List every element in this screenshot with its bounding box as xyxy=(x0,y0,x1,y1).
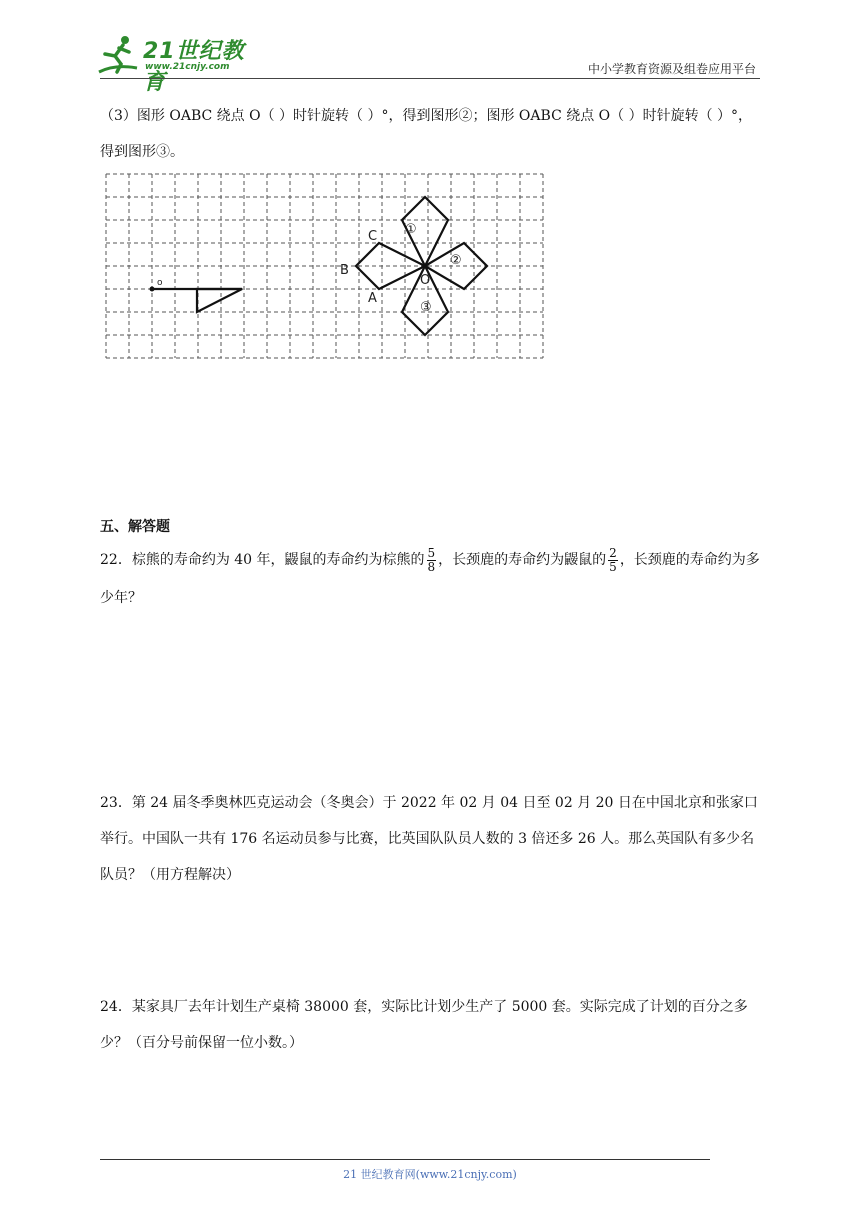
rotation-figure xyxy=(100,172,560,362)
question-3-text: （3）图形 OABC 绕点 O（ ）时针旋转（ ）°，得到图形②；图形 OABC 绕点 O（ ）时针旋转（ ）°，得到图形③。 xyxy=(100,108,753,160)
footer-text: 21 世纪教育网(www.21cnjy.com) xyxy=(343,1168,517,1181)
header-divider xyxy=(100,78,760,79)
logo-url: www.21cnjy.com xyxy=(145,62,230,72)
runner-logo-icon xyxy=(95,34,141,76)
logo-title: 21世纪教育 xyxy=(143,39,245,95)
label-b: B xyxy=(340,263,349,278)
label-shape-3: ③ xyxy=(420,300,432,315)
fraction-5-8 xyxy=(427,547,437,574)
logo xyxy=(95,32,265,95)
label-shape-1: ① xyxy=(405,222,417,237)
label-a: A xyxy=(368,291,377,306)
platform-name: 中小学教育资源及组卷应用平台 xyxy=(587,62,756,76)
label-shape-2: ② xyxy=(450,253,462,268)
label-o-left: o xyxy=(157,278,163,288)
fraction-numerator: 5 xyxy=(427,545,436,560)
fraction-2-5 xyxy=(608,547,618,574)
fraction-numerator: 2 xyxy=(609,545,617,560)
point-o-left xyxy=(150,287,155,292)
fraction-denominator: 8 xyxy=(427,559,436,574)
footer-divider xyxy=(100,1159,710,1160)
q22-part1: 22．棕熊的寿命约为 40 年，鼹鼠的寿命约为棕熊的 xyxy=(100,552,425,568)
q22-part2: ，长颈鹿的寿命约为鼹鼠的 xyxy=(438,552,607,568)
page-header xyxy=(0,0,860,95)
q22-part3: ，长颈鹿的寿命约为多少年？ xyxy=(100,552,760,606)
fraction-denominator: 5 xyxy=(609,559,617,574)
triangle-shape xyxy=(197,289,242,312)
question-22-text xyxy=(100,541,765,617)
label-c: C xyxy=(368,229,378,244)
grid-diagram xyxy=(100,172,560,362)
label-o-center: O xyxy=(420,273,431,288)
question-24-text: 24．某家具厂去年计划生产桌椅 38000 套，实际比计划少生产了 5000 套。实际完成了计划的百分之多少？（百分号前保留一位小数。） xyxy=(100,999,748,1051)
section-title: 五、解答题 xyxy=(100,519,170,535)
question-23-text: 23．第 24 届冬季奥林匹克运动会（冬奥会）于 2022 年 02 月 04 日至 02 月 20 日在中国北京和张家口举行。中国队一共有 176 名运动员参与比赛，比英国队队员人数的 3 倍还多 26 人。那么英国队有多少名队员？（用方程解决） xyxy=(100,795,758,883)
